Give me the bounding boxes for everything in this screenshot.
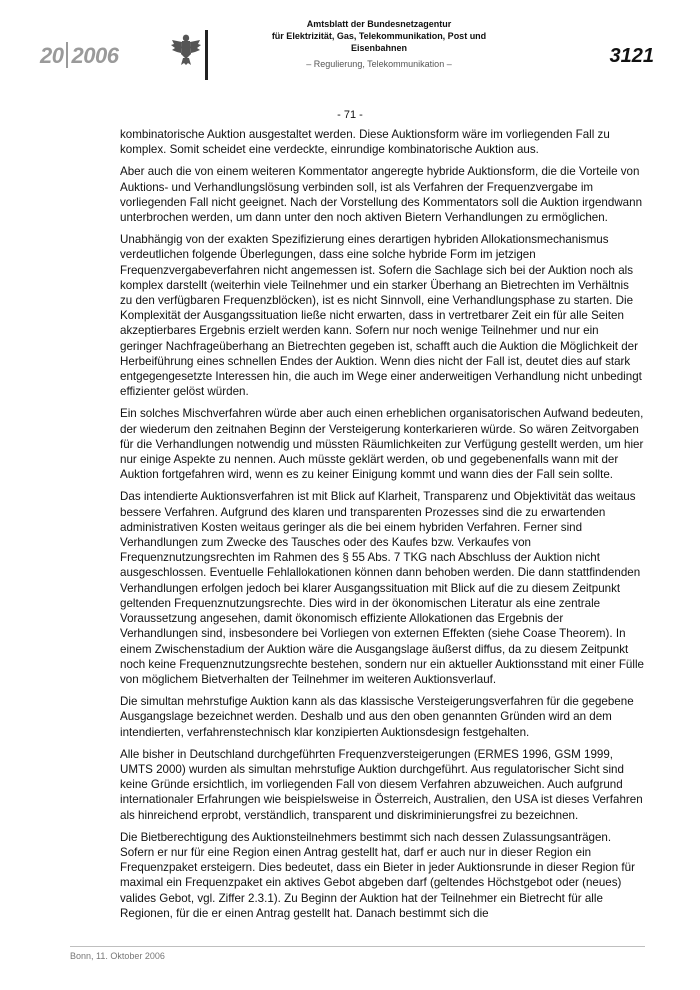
header-divider	[205, 30, 208, 80]
issue-year: 2006	[71, 43, 119, 68]
paragraph: Die simultan mehrstufige Auktion kann als das klassische Versteigerungsverfahren für die gegebene Ausgangslage bezeichnet werden. Deshalb und aus den oben genannten Gründen wird an dem intendierten, verfahrenstechnisch klar konzipierten Auktionsdesign festgehalten.	[120, 695, 634, 739]
journal-title: Amtsblatt der Bundesnetzagentur	[306, 19, 452, 29]
issue-separator	[66, 42, 68, 68]
journal-subtitle: für Elektrizität, Gas, Telekommunikation, Post und Eisenbahnen	[271, 31, 487, 53]
page-number: 3121	[609, 45, 654, 67]
paragraph: Die Bietberechtigung des Auktionsteilnehmers bestimmt sich nach dessen Zulassungsanträgen. Sofern er nur für eine Region einen Antrag gestellt hat, darf er auch nur in dieser Region ein Frequenzpaket ersteigern. Dies bedeutet, dass ein Bieter in jeder Auktionsrunde in dieser Region für maximal ein Frequenzpaket ein aktives Gebot abgeben darf (geltendes Höchstgebot oder (neues) valides Gebot, vgl. Ziffer 2.3.1). Zu Beginn der Auktion hat der Teilnehmer ein Bietrecht für alle Regionen, für die er einen Antrag gestellt hat. Danach bestimmt sich die	[120, 830, 635, 920]
document-body	[120, 127, 644, 928]
journal-section: – Regulierung, Telekommunikation –	[306, 59, 452, 69]
paragraph: Alle bisher in Deutschland durchgeführten Frequenzversteigerungen (ERMES 1996, GSM 1999, UMTS 2000) wurden als simultan mehrstufige Auktion durchgeführt. Aus regulatorischer Sicht sind keine Gründe ersichtlich, im vorliegenden Fall von diesem Verfahren abzuweichen. Auch aufgrund internationaler Erfahrungen wie beispielsweise in Österreich, Australien, den USA ist dieses Verfahren als hinreichend erprobt, verständlich, transparent und diskriminierungsfrei zu bezeichnen.	[120, 747, 643, 822]
federal-eagle-icon	[170, 32, 202, 66]
footer-rule	[70, 946, 645, 947]
issue-marker	[40, 42, 118, 69]
paragraph: Aber auch die von einem weiteren Kommentator angeregte hybride Auktionsform, die die Vorteile von Auktions- und Verhandlungslösung verbinden soll, ist als Verfahren der Frequenzvergabe im vorliegenden Fall nicht geeignet. Nach der Vorstellung des Kommentators soll die Auktion irgendwann unterbrochen werden, um dann unter den noch aktiven Bietern Verhandlungen zu ermöglichen.	[120, 165, 643, 225]
paragraph: Ein solches Mischverfahren würde aber auch einen erheblichen organisatorischen Aufwand bedeuten, der wiederum den zeitnahen Beginn der Versteigerung konterkarieren würde. So wären Zeitvorgaben für die Verhandlungen notwendig und müssten Räumlichkeiten zur Verfügung gestellt werden, um hier nur einige Aspekte zu nennen. Auch müsste geklärt werden, ob und gegebenenfalls wann mit der Auktion fortgefahren wird, wenn es zu keiner Einigung kommt und wann dies der Fall sein sollte.	[120, 407, 644, 482]
footer-place-date: Bonn, 11. Oktober 2006	[70, 951, 165, 961]
issue-number: 20	[40, 43, 64, 68]
subpage-number: - 71 -	[337, 109, 363, 121]
paragraph: Das intendierte Auktionsverfahren ist mit Blick auf Klarheit, Transparenz und Objektivität das weitaus bessere Verfahren. Aufgrund des klaren und transparenten Prozesses sind die zu erwartenden administrativen Kosten weitaus geringer als die bei einem hybriden Verfahren. Ferner sind Verhandlungen zum Zwecke des Tausches oder des Kaufes bzw. Verkaufes von Frequenznutzungsrechten im Rahmen des § 55 Abs. 7 TKG nach Abschluss der Auktion nicht ausgeschlossen. Eventuelle Fehlallokationen können dann behoben werden. Die dann stattfindenden Verhandlungen erfolgen jedoch bei klarer Ausgangssituation mit Blick auf die zu diesem Zeitpunkt geltenden Frequenznutzungsrechte. Dies wird in der ökonomischen Literatur als eine zentrale Voraussetzung angesehen, damit ökonomisch effiziente Allokationen das Ergebnis der Verhandlungen sind, insbesondere bei Vorliegen von externen Effekten (siehe Coase Theorem). In einem Zwischenstadium der Auktion wäre die Ausgangslage äußerst diffus, da zu diesem Zeitpunkt noch keine Frequenznutzungsrechte bestehen, sondern nur ein aktueller Auktionsstand mit einer Fülle von möglichem Bietverhalten der Teilnehmer im weiteren Auktionsverlauf.	[120, 490, 644, 686]
journal-header	[244, 18, 514, 70]
paragraph: Unabhängig von der exakten Spezifizierung eines derartigen hybriden Allokationsmechanismus verdeutlichen folgende Überlegungen, dass eine solche hybride Form im jetzigen Frequenzvergabeverfahren nicht angemessen ist. Sofern die Sachlage sich bei der Auktion noch als komplex darstellt (weiterhin viele Teilnehmer und ein starker Überhang an Bietrechten im Verhältnis zu den verfügbaren Frequenzblöcken), ist es nicht Sinnvoll, eine Verhandlungsphase zu starten. Die Komplexität der Ausgangssituation ließe nicht erwarten, dass in vertretbarer Zeit ein für alle Seiten akzeptierbares Ergebnis erzielt werden kann. Sofern nur noch wenige Teilnehmer und nur ein geringer Nachfrageüberhang an Bietrechten gegeben ist, schafft auch die Auktion die Möglichkeit der Herbeiführung eines schnellen Endes der Auktion. Wenn dies nicht der Fall ist, deutet dies auf stark entgegengesetzte Interessen hin, die auch im Wege einer anderweitigen Verhandlung nicht unbedingt effizienter gelöst würden.	[120, 233, 642, 399]
paragraph: kombinatorische Auktion ausgestaltet werden. Diese Auktionsform wäre im vorliegenden Fall zu komplex. Somit scheidet eine verdeckte, einrundige kombinatorische Auktion aus.	[120, 128, 610, 157]
